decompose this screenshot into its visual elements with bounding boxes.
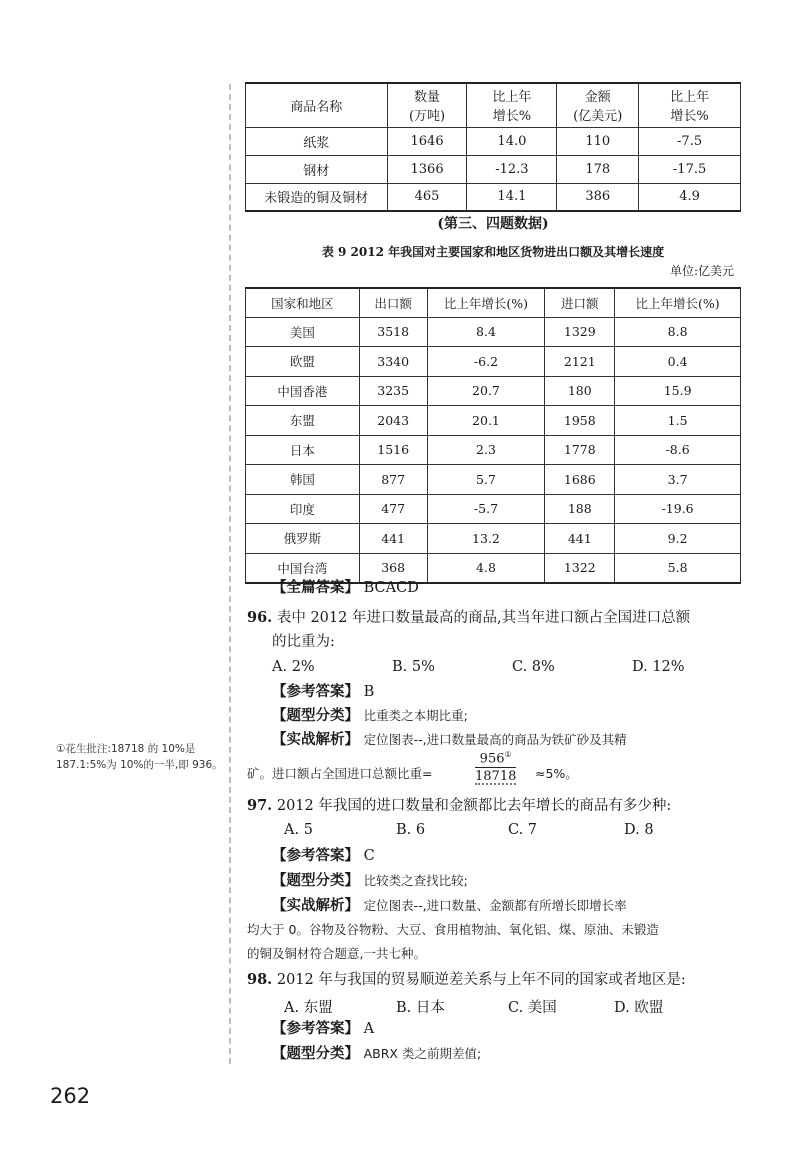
table-cell: 8.4 [427, 317, 545, 347]
fraction-numerator-value: 956 [479, 751, 505, 767]
table-cell: -19.6 [615, 494, 741, 524]
question-type-label: 【题型分类】 [272, 707, 359, 724]
reference-answer-label: 【参考答案】 [272, 1020, 359, 1037]
header-export: 出口额 [359, 288, 427, 317]
table-cell: 3340 [359, 347, 427, 377]
header-text: 增长% [492, 109, 532, 125]
header-quantity [387, 83, 467, 127]
table-cell: 1322 [545, 553, 615, 583]
header-amount [557, 83, 639, 127]
table-row [246, 317, 741, 347]
table-cell: 4.9 [639, 183, 741, 211]
reference-answer-value: B [363, 684, 375, 700]
table-unit: 单位:亿美元 [669, 264, 734, 278]
fraction-numerator [475, 751, 516, 768]
table-cell: 386 [557, 183, 639, 211]
header-region: 国家和地区 [246, 288, 360, 317]
table-cell: 纸浆 [246, 127, 388, 155]
analysis-96-line2b: ≈5%。 [535, 766, 578, 781]
option-c: C. 8% [512, 659, 555, 675]
table-cell: 188 [545, 494, 615, 524]
table-cell: 欧盟 [246, 347, 360, 377]
question-type-98 [272, 1045, 481, 1063]
option-d: D. 12% [632, 659, 685, 675]
option-b: B. 日本 [396, 1000, 445, 1016]
table-cell: 3235 [359, 376, 427, 406]
table-cell: -6.2 [427, 347, 545, 377]
table-row [246, 155, 741, 183]
table-row [246, 524, 741, 554]
table-cell: 1366 [387, 155, 467, 183]
table-row [246, 183, 741, 211]
option-a: A. 东盟 [284, 1000, 333, 1016]
all-answers-label: 【全篇答案】 [272, 579, 359, 596]
table-cell: 日本 [246, 435, 360, 465]
table-cell: 1686 [545, 465, 615, 495]
option-c: C. 美国 [508, 1000, 557, 1016]
section-caption: (第三、四题数据) [437, 216, 549, 232]
question-type-label: 【题型分类】 [272, 1045, 359, 1062]
table-cell: 5.8 [615, 553, 741, 583]
table-title: 表 9 2012 年我国对主要国家和地区货物进出口额及其增长速度 [321, 245, 665, 259]
table-cell: 1516 [359, 435, 427, 465]
table-cell: 441 [545, 524, 615, 554]
table-header-row [246, 83, 741, 127]
question-type-value: ABRX 类之前期差值; [363, 1046, 482, 1061]
question-text: 2012 年我国的进口数量和金额都比去年增长的商品有多少种: [276, 798, 672, 814]
analysis-97-line2: 均大于 0。谷物及谷物粉、大豆、食用植物油、氧化铝、煤、原油、未锻造 [247, 922, 659, 937]
table-cell: 368 [359, 553, 427, 583]
table-cell: -8.6 [615, 435, 741, 465]
table-cell: 1646 [387, 127, 467, 155]
table-cell: -7.5 [639, 127, 741, 155]
table-cell: 1329 [545, 317, 615, 347]
trade-by-region-table [245, 287, 741, 584]
question-text: 表中 2012 年进口数量最高的商品,其当年进口额占全国进口总额 [276, 610, 691, 626]
reference-answer-98 [272, 1020, 374, 1038]
option-d: D. 欧盟 [614, 1000, 664, 1016]
header-text: 比上年 [670, 90, 710, 106]
table-cell: 4.8 [427, 553, 545, 583]
all-answers-value: BCACD [363, 580, 419, 596]
table-cell: 14.1 [467, 183, 557, 211]
header-text: 商品名称 [290, 99, 343, 115]
option-d: D. 8 [624, 822, 654, 838]
question-97-options [284, 822, 654, 838]
table-cell: 178 [557, 155, 639, 183]
table-cell: 1778 [545, 435, 615, 465]
table-row [246, 127, 741, 155]
table-row [246, 376, 741, 406]
option-c: C. 7 [508, 822, 538, 838]
table-cell: 印度 [246, 494, 360, 524]
table-cell: -12.3 [467, 155, 557, 183]
header-text: (万吨) [408, 109, 446, 125]
question-98-line1 [247, 971, 686, 989]
table-cell: 20.7 [427, 376, 545, 406]
table-cell: 美国 [246, 317, 360, 347]
table-cell: -17.5 [639, 155, 741, 183]
question-text: 2012 年与我国的贸易顺逆差关系与上年不同的国家或者地区是: [276, 972, 686, 988]
table-cell: 1958 [545, 406, 615, 436]
header-import-growth: 比上年增长(%) [615, 288, 741, 317]
table-cell: 2043 [359, 406, 427, 436]
analysis-label: 【实战解析】 [272, 897, 359, 914]
question-type-value: 比重类之本期比重; [363, 708, 468, 723]
commodity-import-table-wrapper [245, 82, 741, 212]
table-row [246, 435, 741, 465]
reference-answer-label: 【参考答案】 [272, 847, 359, 864]
question-type-value: 比较类之查找比较; [363, 873, 468, 888]
table-cell: 3518 [359, 317, 427, 347]
header-text: 增长% [670, 109, 709, 125]
analysis-97-line3: 的铜及铜材符合题意,一共七种。 [247, 946, 426, 961]
question-type-97 [272, 872, 468, 890]
table-row [246, 347, 741, 377]
option-b: B. 6 [396, 822, 426, 838]
table-cell: 俄罗斯 [246, 524, 360, 554]
table-cell: 5.7 [427, 465, 545, 495]
question-number: 98. [247, 971, 273, 988]
analysis-96-line2a: 矿。进口额占全国进口总额比重= [247, 766, 433, 781]
option-b: B. 5% [392, 659, 435, 675]
question-number: 96. [247, 609, 273, 626]
table-row [246, 406, 741, 436]
question-98-options [284, 996, 663, 1017]
header-amount-growth [639, 83, 741, 127]
fraction-956-18718 [475, 751, 516, 785]
page-number: 262 [50, 1084, 91, 1108]
table-cell: 14.0 [467, 127, 557, 155]
trade-table-wrapper [245, 287, 741, 584]
question-97-line1 [247, 797, 671, 815]
table-cell: 9.2 [615, 524, 741, 554]
table-cell: 180 [545, 376, 615, 406]
option-a: A. 2% [272, 659, 315, 675]
table-row [246, 465, 741, 495]
margin-annotation: ①花生批注:18718 的 10%是 187.1:5%为 10%的一半,即 936。 [56, 743, 223, 772]
header-commodity [246, 83, 388, 127]
footnote-mark: ① [504, 750, 512, 759]
table-cell: 2.3 [427, 435, 545, 465]
table-cell: -5.7 [427, 494, 545, 524]
question-96-options [272, 659, 685, 675]
header-import: 进口额 [545, 288, 615, 317]
table-cell: 2121 [545, 347, 615, 377]
table-cell: 中国台湾 [246, 553, 360, 583]
header-quantity-growth [467, 83, 557, 127]
analysis-text: 定位图表--,进口数量、金额都有所增长即增长率 [363, 898, 627, 913]
analysis-text: 定位图表--,进口数量最高的商品为铁矿砂及其精 [363, 732, 627, 747]
table-cell: 110 [557, 127, 639, 155]
header-text: 数量 [414, 90, 441, 106]
question-96-line1 [247, 609, 690, 627]
all-answers-line [272, 579, 419, 597]
reference-answer-96 [272, 683, 374, 701]
table-row [246, 494, 741, 524]
table-header-row [246, 288, 741, 317]
commodity-import-table [245, 82, 741, 212]
option-a: A. 5 [284, 822, 313, 838]
fraction-denominator: 18718 [475, 769, 517, 785]
reference-answer-value: A [363, 1021, 375, 1037]
table-cell: 15.9 [615, 376, 741, 406]
header-export-growth: 比上年增长(%) [427, 288, 545, 317]
table-cell: 13.2 [427, 524, 545, 554]
analysis-96-line1 [272, 731, 627, 749]
header-text: 比上年 [492, 90, 532, 106]
table-cell: 465 [387, 183, 467, 211]
table-cell: 877 [359, 465, 427, 495]
table-cell: 1.5 [615, 406, 741, 436]
table-cell: 中国香港 [246, 376, 360, 406]
table-cell: 3.7 [615, 465, 741, 495]
question-number: 97. [247, 797, 273, 814]
reference-answer-value: C [363, 848, 375, 864]
reference-answer-label: 【参考答案】 [272, 683, 359, 700]
table-cell: 钢材 [246, 155, 388, 183]
question-type-label: 【题型分类】 [272, 872, 359, 889]
analysis-97-line1 [272, 897, 627, 915]
table-cell: 8.8 [615, 317, 741, 347]
table-cell: 20.1 [427, 406, 545, 436]
analysis-label: 【实战解析】 [272, 731, 359, 748]
header-text: (亿美元) [573, 109, 623, 125]
reference-answer-97 [272, 847, 375, 865]
table-cell: 东盟 [246, 406, 360, 436]
table-cell: 韩国 [246, 465, 360, 495]
binding-dashed-line [229, 84, 231, 1064]
table-cell: 0.4 [615, 347, 741, 377]
table-cell: 477 [359, 494, 427, 524]
table-cell: 未锻造的铜及铜材 [246, 183, 388, 211]
question-type-96 [272, 707, 468, 725]
header-text: 金额 [584, 90, 611, 106]
question-96-line2: 的比重为: [272, 634, 335, 650]
table-cell: 441 [359, 524, 427, 554]
